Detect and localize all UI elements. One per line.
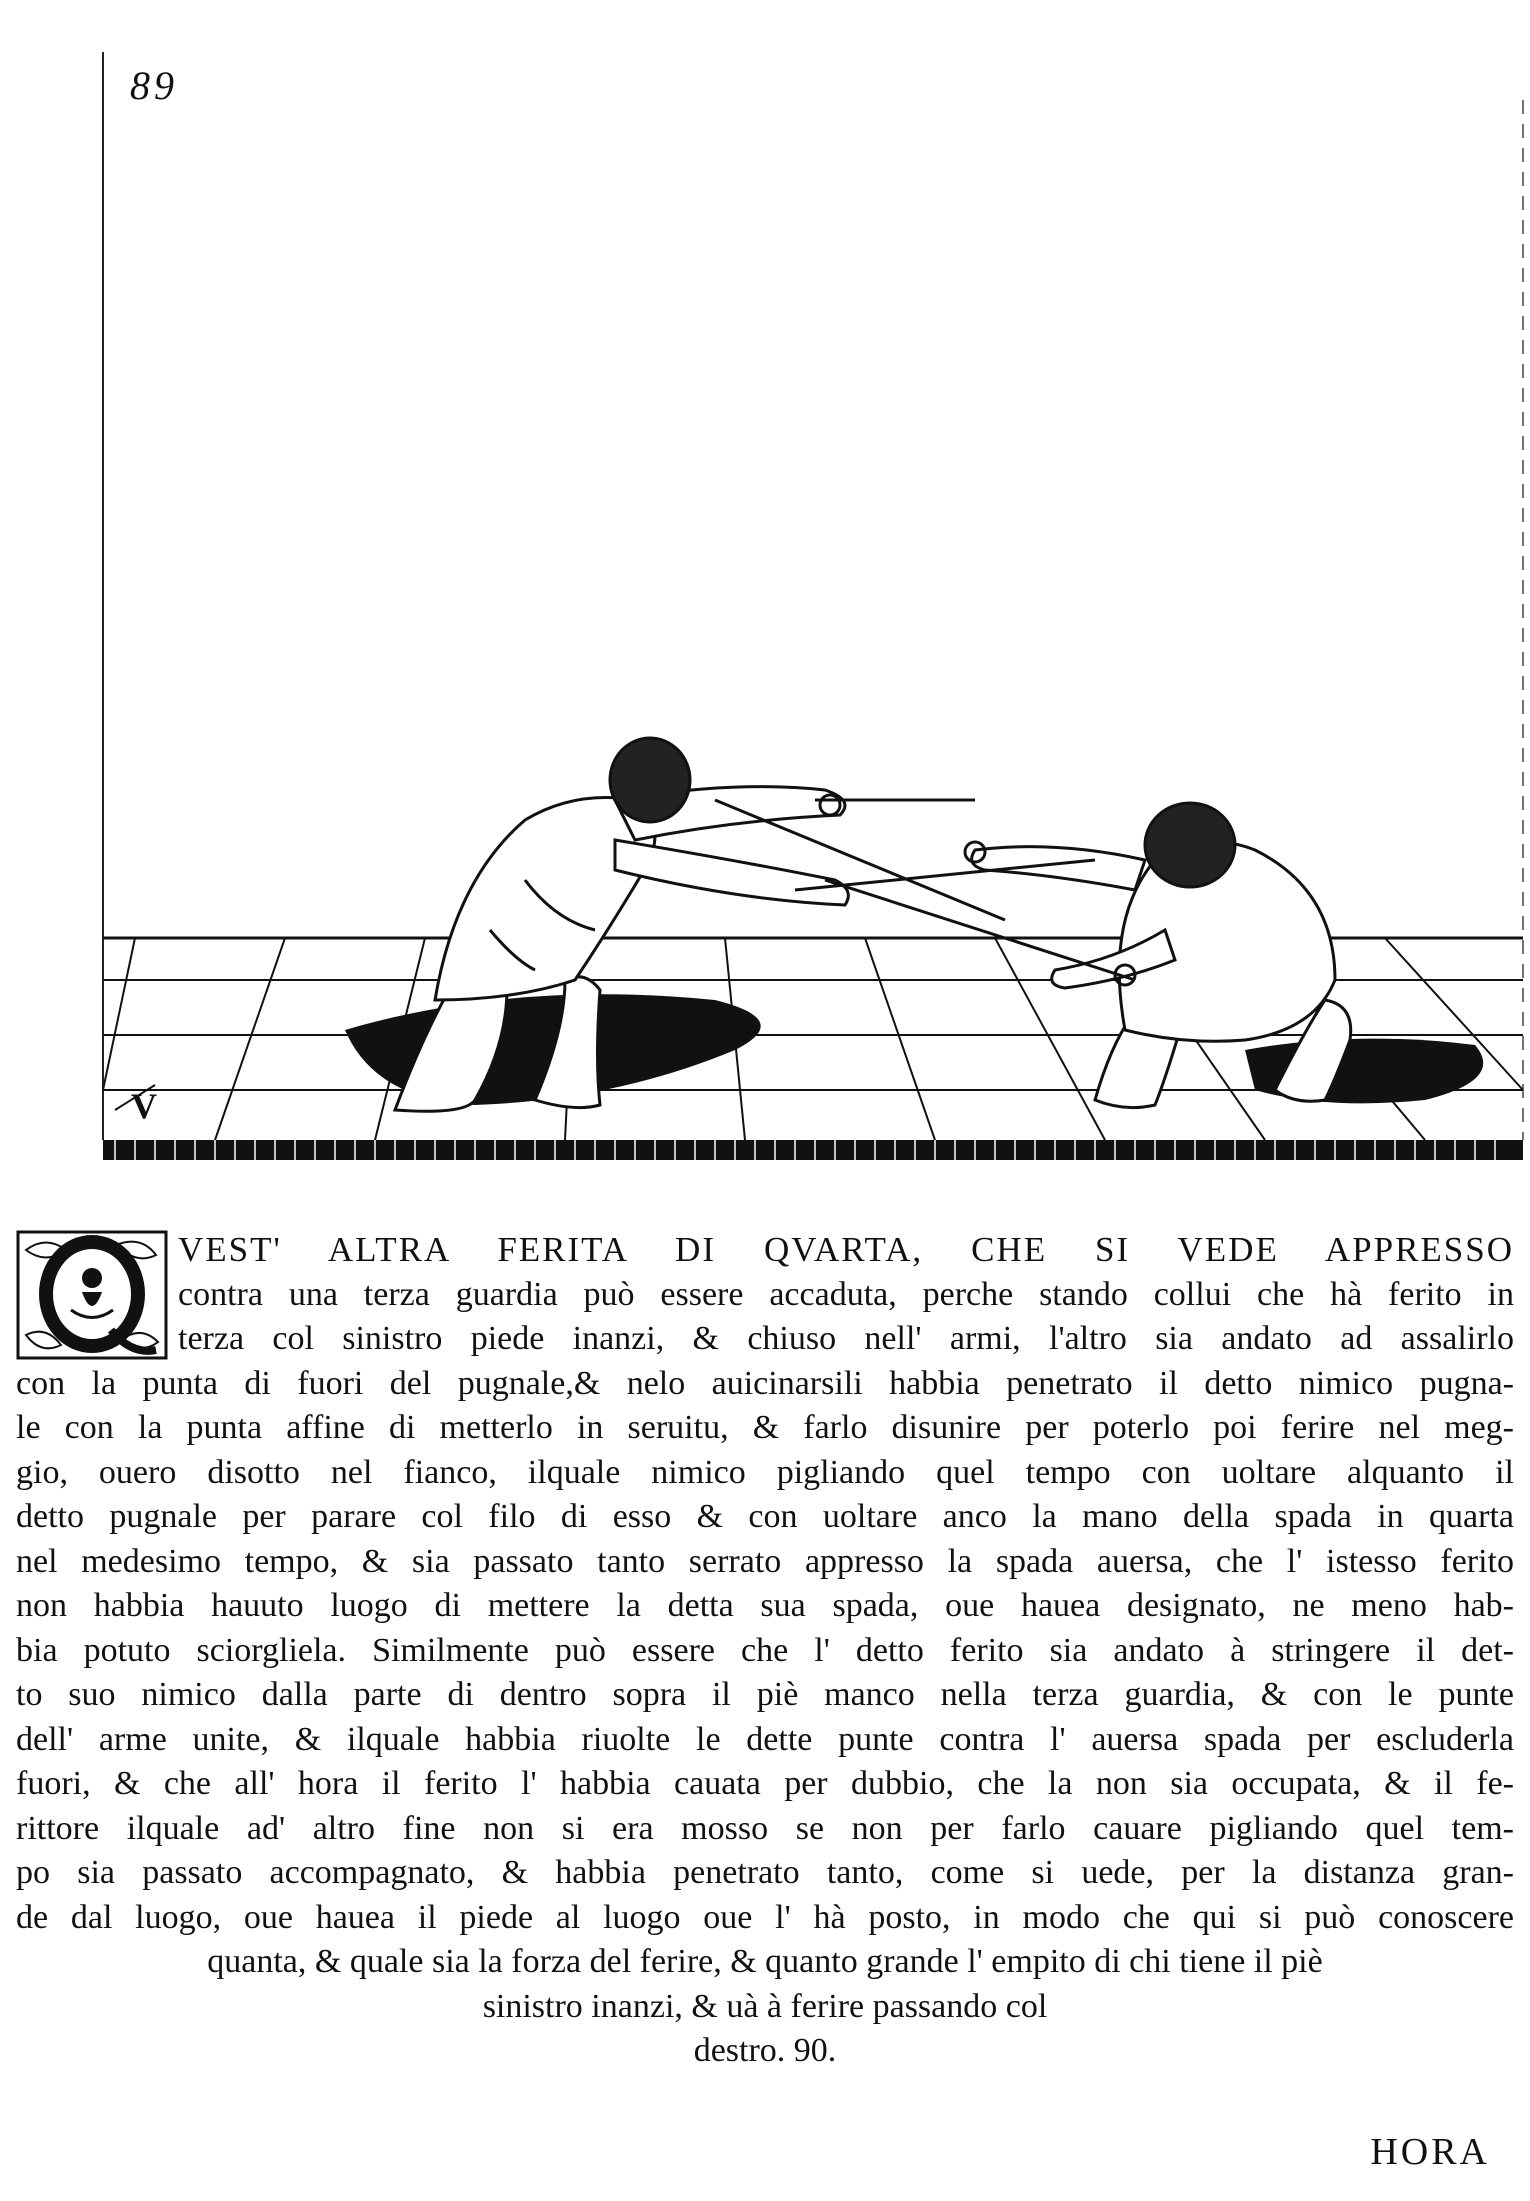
right-fencer [972,803,1351,1108]
text-line: po sia passato accompagnato, & habbia penetrato tanto, come si uede, per la distanza gran- [16,1854,1514,1891]
closing-lines [16,1940,1514,2074]
text-line: bia potuto sciorgliela. Similmente può essere che l' detto ferito sia andato à stringere il det- [16,1631,1514,1669]
text-line-centered: sinistro inanzi, & uà à ferire passando col [482,1987,1048,2025]
text-line: dell' arme unite, & ilquale habbia riuolte le dette punte contra l' auersa spada per escluderla [16,1720,1514,1758]
text-line: le con la punta affine di metterlo in seruitu, & farlo disunire per poterlo poi ferire nel meg- [16,1409,1514,1446]
ornament-q-icon [16,1230,168,1360]
text-line: con la punta di fuori del pugnale,& nelo auicinarsili habbia penetrato il detto nimico pugna- [16,1364,1514,1402]
catchword: HORA [1370,2131,1490,2173]
text-line: to suo nimico dalla parte di dentro sopra il piè manco nella terza guardia, & con le punte [16,1676,1514,1713]
plate-letter: V [131,1086,157,1126]
text-line-centered: quanta, & quale sia la forza del ferire, & quanto grande l' empito di chi tiene il piè [207,1943,1323,1980]
text-line-lead: VEST' ALTRA FERITA DI QVARTA, CHE SI VEDE APPRESSO [178,1230,1514,1269]
text-line: rittore ilquale ad' altro fine non si era mosso se non per farlo cauare pigliando quel tem- [16,1809,1514,1847]
page-number: 89 [130,63,178,108]
body-text [16,1228,1514,2074]
text-line: fuori, & che all' hora il ferito l' habbia cauata per dubbio, che la non sia occupata, & il fe- [16,1765,1514,1802]
decorated-initial [16,1230,168,1360]
fencing-illustration [95,100,1530,1190]
engraving-plate [95,100,1530,1190]
text-line: contra una terza guardia può essere accaduta, perche stando collui che hà ferito in [178,1275,1514,1313]
text-line: gio, ouero disotto nel fianco, ilquale nimico pigliando quel tempo con uoltare alquanto il [16,1453,1514,1491]
text-line: terza col sinistro piede inanzi, & chiuso nell' armi, l'altro sia andato ad assalirlo [178,1320,1514,1357]
text-line: detto pugnale per parare col filo di esso & con uoltare anco la mano della spada in quarta [16,1498,1514,1535]
text-line: de dal luogo, oue hauea il piede al luogo oue l' hà posto, in modo che qui si può conoscere [16,1898,1514,1936]
text-line: non habbia hauuto luogo di mettere la detta sua spada, oue hauea designato, ne meno hab- [16,1587,1514,1624]
text-line: nel medesimo tempo, & sia passato tanto serrato appresso la spada auersa, che l' istesso ferito [16,1542,1514,1580]
text-line-centered: destro. 90. [693,2032,837,2069]
